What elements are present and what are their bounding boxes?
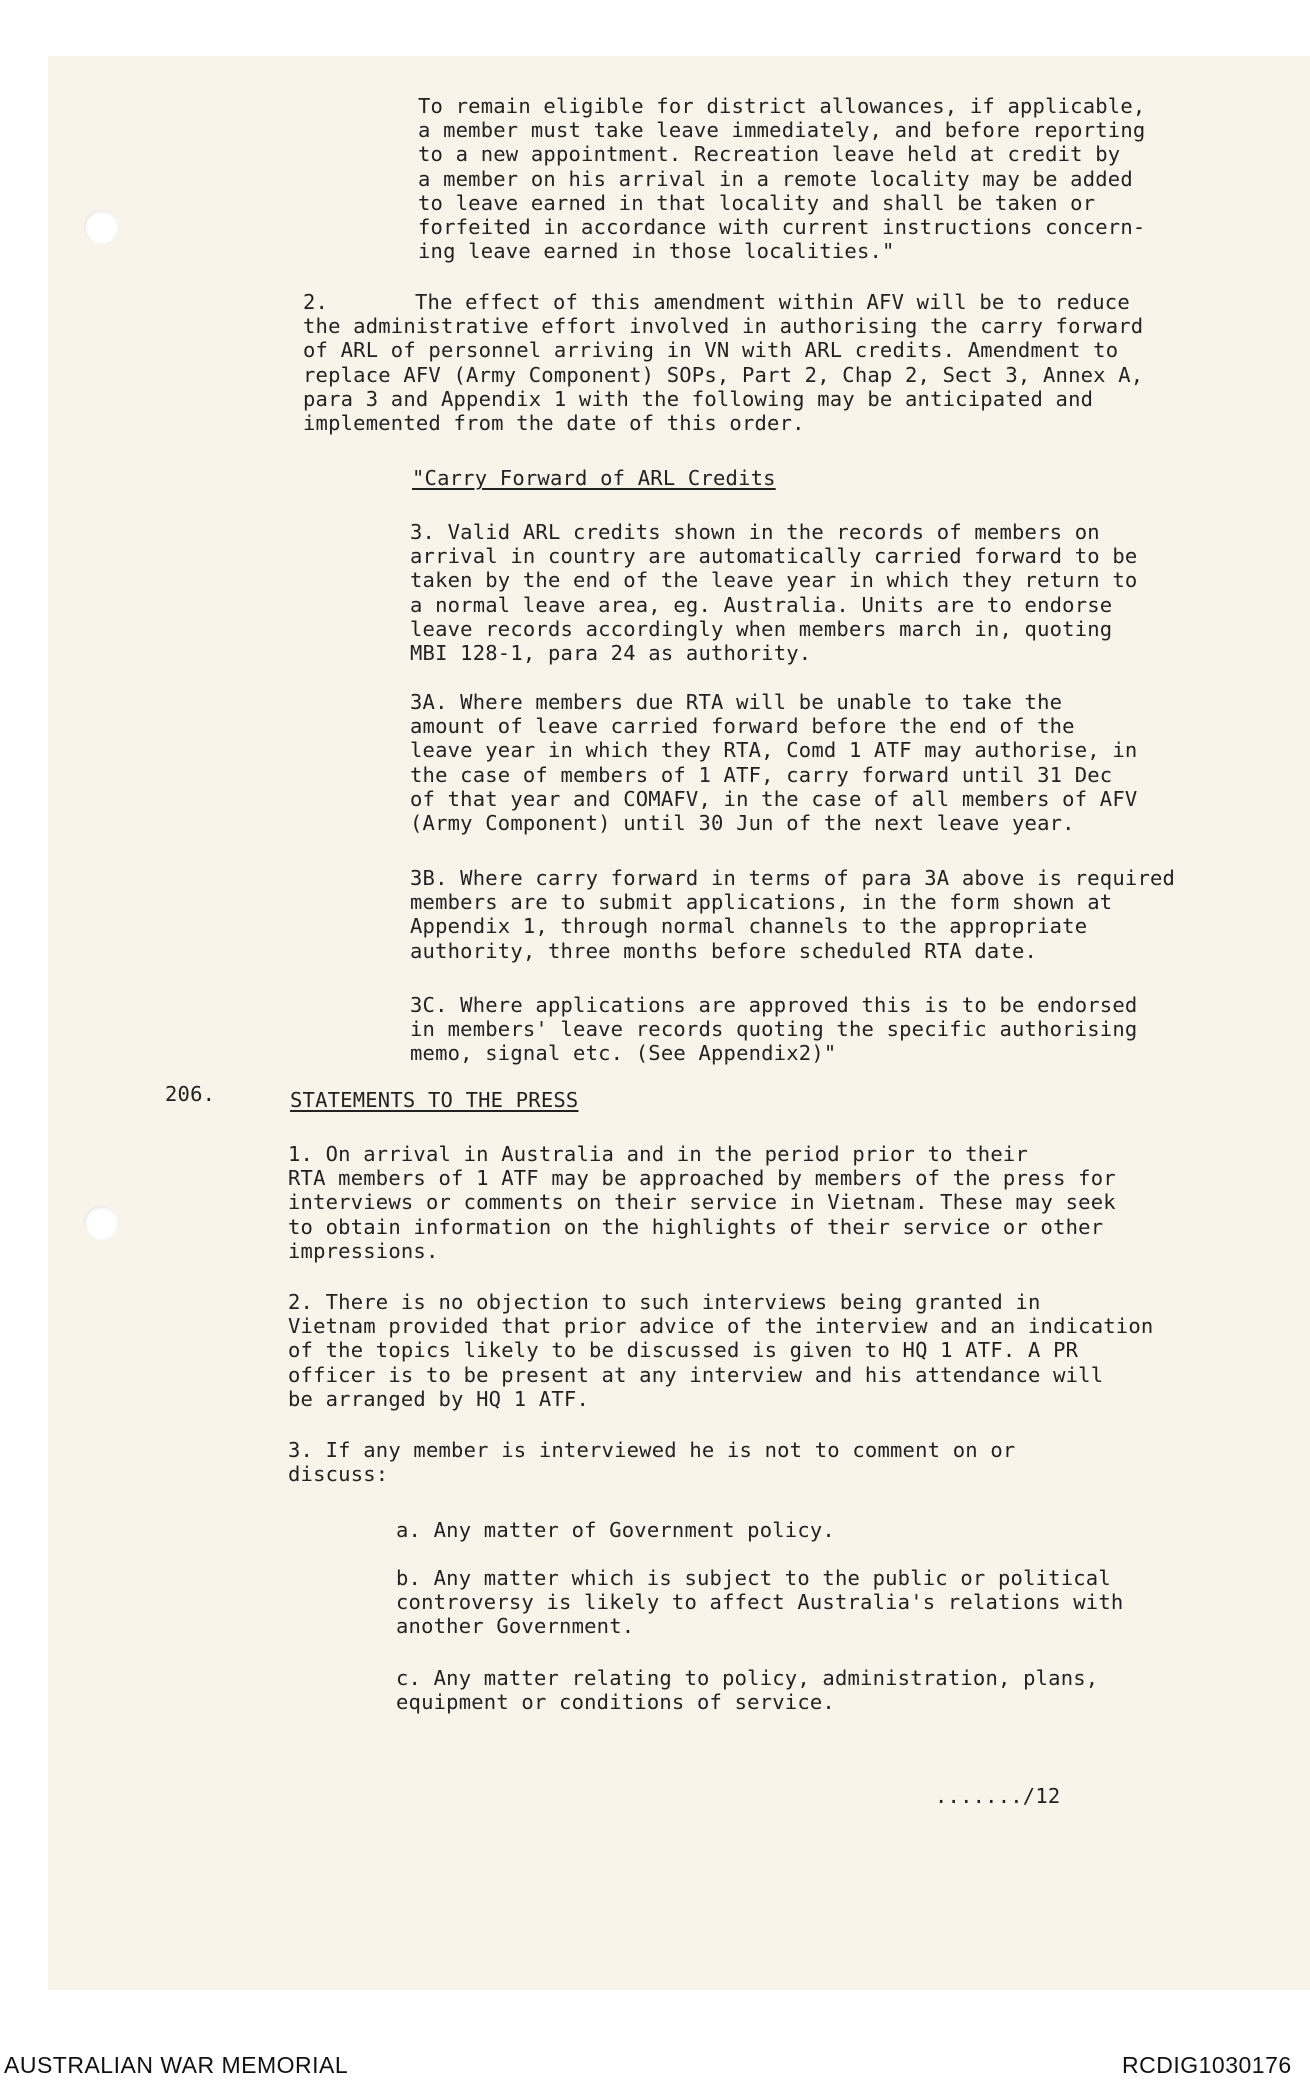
press-item-c: c. Any matter relating to policy, administration, plans, equipment or conditions of service. — [396, 1666, 1099, 1715]
paragraph-3a: 3A. Where members due RTA will be unable to take the amount of leave carried forward before the end of the leave year in which they RTA, Comd 1 ATF may authorise, in the case of members of 1 ATF, carry forward until 31 Dec of that year and COMAFV, in the case of all members of AFV (Army Component) until 30 Jun of the next leave year. — [410, 690, 1138, 836]
press-paragraph-3: 3. If any member is interviewed he is not to comment on or discuss: — [288, 1438, 1016, 1487]
paragraph-3c: 3C. Where applications are approved this is to be endorsed in members' leave records quoting the specific authorising memo, signal etc. (See Appendix2)" — [410, 993, 1138, 1066]
section-heading: STATEMENTS TO THE PRESS — [290, 1088, 579, 1112]
paragraph-2-number: 2. — [303, 290, 329, 314]
paragraph-2: The effect of this amendment within AFV will be to reduce the administrative effort involved in authorising the carry forward of ARL of personnel arriving in VN with ARL credits. Amendment to replace AFV (Army Component) SOPs, Part 2, Chap 2, Sect 3, Annex A, para 3 and Appendix 1 with the following may be anticipated and implemented from the date of this order. — [303, 290, 1144, 436]
footer-archive-name: AUSTRALIAN WAR MEMORIAL — [4, 2052, 349, 2078]
press-item-b: b. Any matter which is subject to the public or political controversy is likely to affect Australia's relations with another Government. — [396, 1566, 1124, 1639]
page-continuation-marker: ......./12 — [935, 1784, 1061, 1808]
paragraph-3: 3. Valid ARL credits shown in the records of members on arrival in country are automatically carried forward to be taken by the end of the leave year in which they return to a normal leave area, eg. Australia. Units are to endorse leave records accordingly when members march in, quoting MBI 128-1, para 24 as authority. — [410, 520, 1138, 666]
continuation-paragraph: To remain eligible for district allowances, if applicable, a member must take leave immediately, and before reporting to a new appointment. Recreation leave held at credit by a member on his arrival in a remote locality may be added to leave earned in that locality and shall be taken or forfeited in accordance with current instructions concern- ing leave earned in those localities." — [418, 94, 1146, 264]
punch-hole — [84, 210, 118, 244]
carry-forward-heading: "Carry Forward of ARL Credits — [412, 466, 776, 490]
press-paragraph-2: 2. There is no objection to such interviews being granted in Vietnam provided that prior advice of the interview and an indication of the topics likely to be discussed is given to HQ 1 ATF. A PR officer is to be present at any interview and his attendance will be arranged by HQ 1 ATF. — [288, 1290, 1154, 1411]
press-item-a: a. Any matter of Government policy. — [396, 1518, 835, 1542]
punch-hole — [84, 1206, 118, 1240]
paragraph-3b: 3B. Where carry forward in terms of para 3A above is required members are to submit applications, in the form shown at Appendix 1, through normal channels to the appropriate authority, three months before scheduled RTA date. — [410, 866, 1176, 963]
footer-record-id: RCDIG1030176 — [1122, 2052, 1292, 2078]
section-number: 206. — [165, 1082, 216, 1106]
press-paragraph-1: 1. On arrival in Australia and in the period prior to their RTA members of 1 ATF may be approached by members of the press for interviews or comments on their service in Vietnam. These may seek to obtain information on the highlights of their service or other impressions. — [288, 1142, 1116, 1263]
